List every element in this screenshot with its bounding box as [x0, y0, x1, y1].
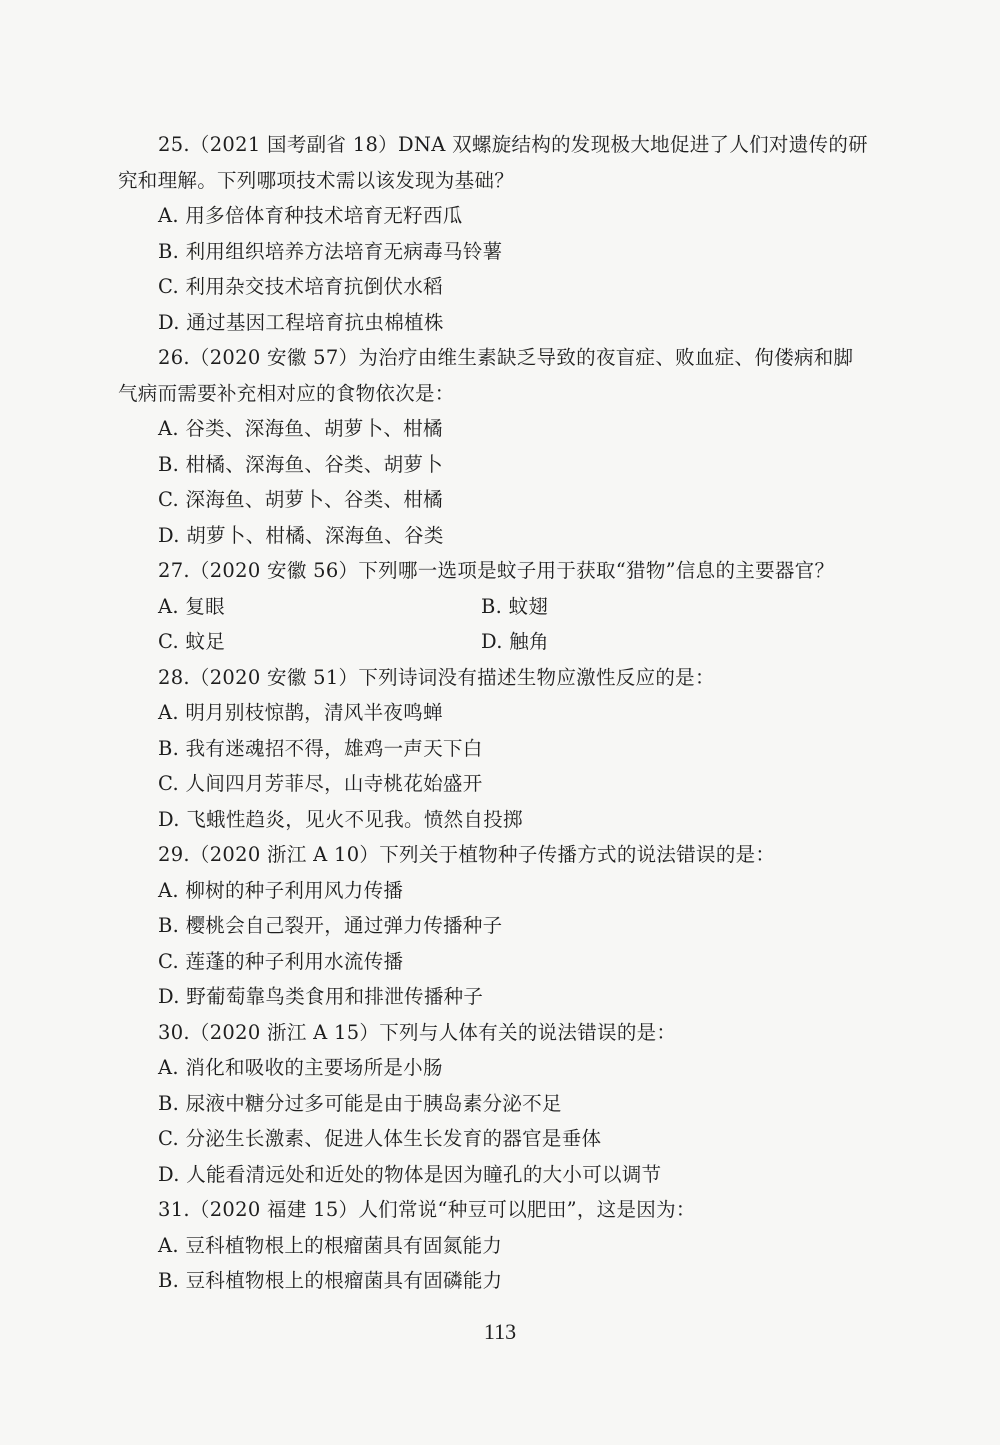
question-28-option-b: B. 我有迷魂招不得，雄鸡一声天下白	[158, 737, 483, 760]
question-29-option-b: B. 樱桃会自己裂开，通过弹力传播种子	[158, 914, 503, 937]
question-25-option-c: C. 利用杂交技术培育抗倒伏水稻	[158, 275, 443, 298]
question-29-option-a: A. 柳树的种子利用风力传播	[158, 879, 404, 902]
question-25-option-d: D. 通过基因工程培育抗虫棉植株	[158, 311, 444, 334]
question-29-stem: 29.（2020 浙江 A 10）下列关于植物种子传播方式的说法错误的是：	[158, 843, 776, 866]
question-25-option-b: B. 利用组织培养方法培育无病毒马铃薯	[158, 240, 503, 263]
question-30-option-d: D. 人能看清远处和近处的物体是因为瞳孔的大小可以调节	[158, 1163, 662, 1186]
question-27-stem: 27.（2020 安徽 56）下列哪一选项是蚊子用于获取“猎物”信息的主要器官？	[158, 559, 835, 582]
question-26-option-b: B. 柑橘、深海鱼、谷类、胡萝卜	[158, 453, 444, 476]
question-31-option-a: A. 豆科植物根上的根瘤菌具有固氮能力	[158, 1234, 503, 1257]
question-28-option-d: D. 飞蛾性趋炎，见火不见我。愤然自投掷	[158, 808, 523, 831]
question-31-option-b: B. 豆科植物根上的根瘤菌具有固磷能力	[158, 1269, 503, 1292]
question-26-option-a: A. 谷类、深海鱼、胡萝卜、柑橘	[158, 417, 443, 440]
question-26-option-d: D. 胡萝卜、柑橘、深海鱼、谷类	[158, 524, 444, 547]
question-29-option-d: D. 野葡萄靠鸟类食用和排泄传播种子	[158, 985, 484, 1008]
question-28-stem: 28.（2020 安徽 51）下列诗词没有描述生物应激性反应的是：	[158, 666, 715, 689]
question-28-option-a: A. 明月别枝惊鹊，清风半夜鸣蝉	[158, 701, 443, 724]
question-25-stem: 25.（2021 国考副省 18）DNA 双螺旋结构的发现极大地促进了人们对遗传的研	[158, 133, 868, 156]
question-28-option-c: C. 人间四月芳菲尽，山寺桃花始盛开	[158, 772, 483, 795]
question-27-option-b: B. 蚊翅	[481, 595, 549, 618]
question-31-stem: 31.（2020 福建 15）人们常说“种豆可以肥田”，这是因为：	[158, 1198, 696, 1221]
question-30-option-b: B. 尿液中糖分过多可能是由于胰岛素分泌不足	[158, 1092, 562, 1115]
question-30-stem: 30.（2020 浙江 A 15）下列与人体有关的说法错误的是：	[158, 1021, 677, 1044]
question-30-option-a: A. 消化和吸收的主要场所是小肠	[158, 1056, 443, 1079]
question-29-option-c: C. 莲蓬的种子利用水流传播	[158, 950, 404, 973]
question-26-option-c: C. 深海鱼、胡萝卜、谷类、柑橘	[158, 488, 443, 511]
question-30-option-c: C. 分泌生长激素、促进人体生长发育的器官是垂体	[158, 1127, 602, 1150]
question-26-stem: 26.（2020 安徽 57）为治疗由维生素缺乏导致的夜盲症、败血症、佝偻病和脚	[158, 346, 854, 369]
question-25-option-a: A. 用多倍体育种技术培育无籽西瓜	[158, 204, 463, 227]
question-27-option-d: D. 触角	[481, 630, 549, 653]
question-27-option-a: A. 复眼	[158, 595, 225, 618]
page-number: 113	[483, 1319, 517, 1344]
question-26-stem-continued: 气病而需要补充相对应的食物依次是：	[118, 382, 455, 405]
question-25-stem-continued: 究和理解。下列哪项技术需以该发现为基础？	[118, 169, 515, 192]
question-27-option-c: C. 蚊足	[158, 630, 226, 653]
